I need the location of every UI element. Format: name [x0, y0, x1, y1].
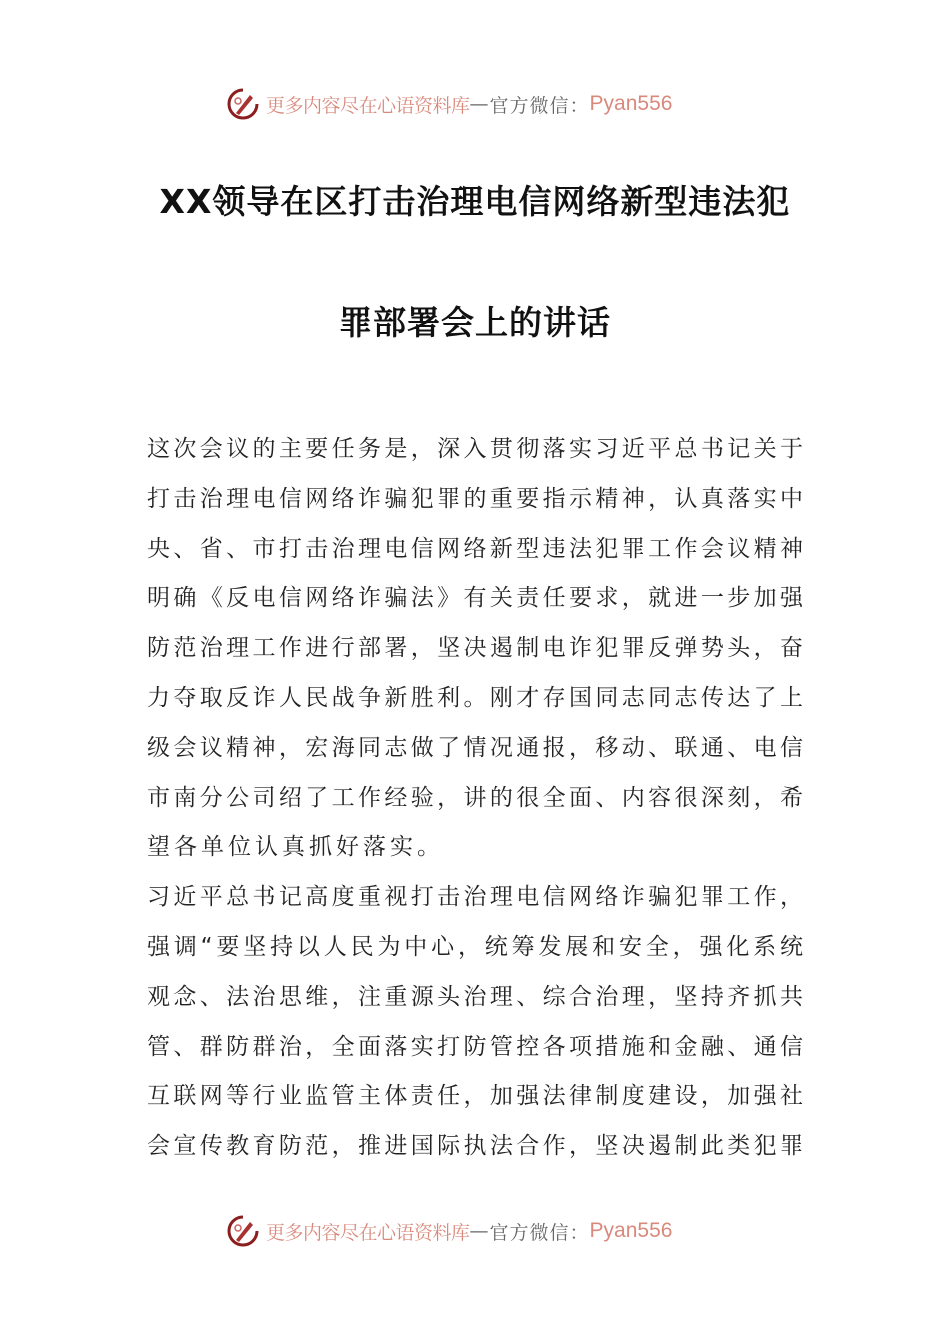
- body-text-line: 力夺取反诈人民战争新胜利。刚才存国同志同志传达了上: [147, 685, 803, 711]
- body-text-line: 互联网等行业监管主体责任，加强法律制度建设，加强社: [147, 1083, 803, 1110]
- watermark-wechat-label: 官方微信：: [489, 94, 590, 117]
- document-title-line2: 罪部署会上的讲话: [339, 303, 611, 342]
- body-text-line: 望各单位认真抓好落实。: [147, 834, 444, 861]
- watermark-wechat-id: Pyan556: [589, 1219, 673, 1242]
- watermark-dash: —: [469, 1220, 490, 1242]
- quill-logo-icon: [226, 1214, 260, 1248]
- watermark-wechat-label: 官方微信：: [489, 1221, 590, 1244]
- watermark-site-text: 更多内容尽在心语资料库: [266, 94, 470, 117]
- body-text-line: 市南分公司绍了工作经验，讲的很全面、内容很深刻，希: [147, 784, 803, 811]
- body-text-line: 这次会议的主要任务是，深入贯彻落实习近平总书记关于: [147, 436, 803, 462]
- watermark-wechat-id: Pyan556: [589, 92, 673, 115]
- quill-logo-icon: [226, 87, 260, 121]
- footer-watermark: [226, 1211, 726, 1251]
- body-text-line: 防范治理工作进行部署，坚决遏制电诈犯罪反弹势头，奋: [147, 635, 803, 662]
- body-text-line: 管、群防群治，全面落实打防管控各项措施和金融、通信: [147, 1033, 803, 1060]
- body-text-line: 习近平总书记高度重视打击治理电信网络诈骗犯罪工作，: [147, 884, 803, 911]
- body-text-line: 打击治理电信网络诈骗犯罪的重要指示精神，认真落实中: [147, 485, 803, 512]
- body-text-line: 会宣传教育防范，推进国际执法合作，坚决遏制此类犯罪: [147, 1133, 803, 1160]
- document-title-line1: XX领导在区打击治理电信网络新型违法犯: [159, 182, 791, 221]
- body-text-line: 强调“要坚持以人民为中心，统筹发展和安全，强化系统: [147, 934, 803, 960]
- watermark-dash: —: [469, 93, 490, 115]
- body-text-line: 观念、法治思维，注重源头治理、综合治理，坚持齐抓共: [147, 983, 803, 1010]
- body-text-line: 明确《反电信网络诈骗法》有关责任要求，就进一步加强: [147, 585, 803, 612]
- watermark-site-text: 更多内容尽在心语资料库: [266, 1221, 470, 1244]
- body-text-line: 级会议精神，宏海同志做了情况通报，移动、联通、电信: [147, 734, 803, 761]
- body-text-line: 央、省、市打击治理电信网络新型违法犯罪工作会议精神: [147, 535, 803, 562]
- header-watermark: [226, 84, 726, 124]
